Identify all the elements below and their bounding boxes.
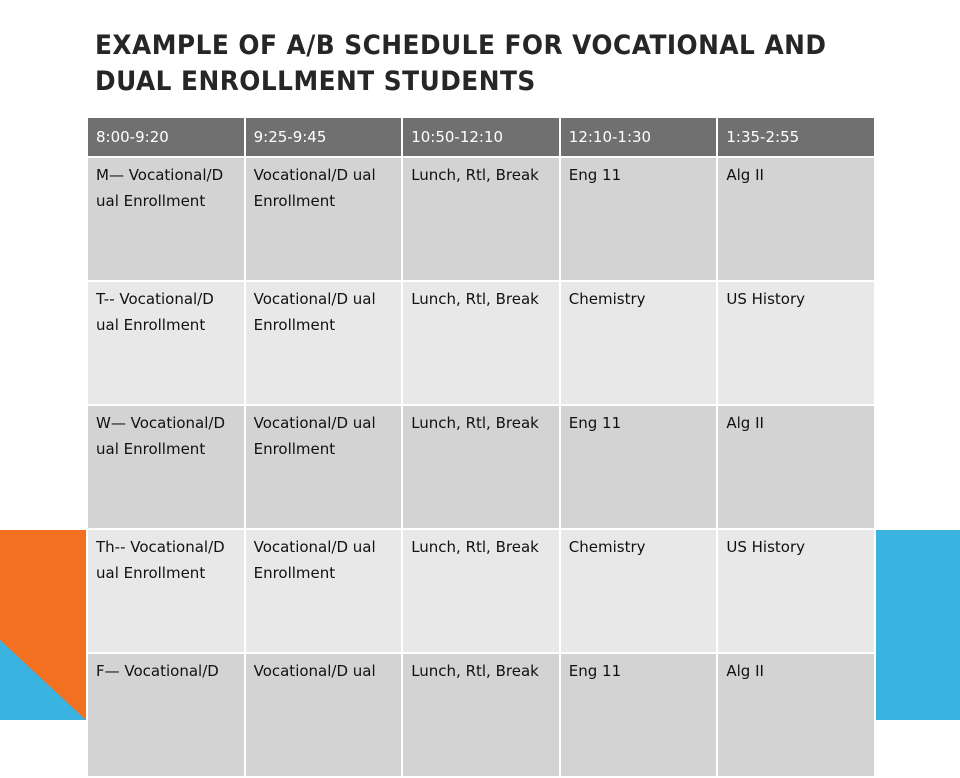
table-cell: W— Vocational/D ual Enrollment	[87, 405, 245, 529]
table-cell: Lunch, Rtl, Break	[402, 281, 560, 405]
header-cell: 12:10-1:30	[560, 117, 718, 157]
table-cell: Vocational/D ual Enrollment	[245, 529, 403, 653]
blue-accent-shape	[874, 530, 960, 720]
header-cell: 1:35-2:55	[717, 117, 875, 157]
table-cell: Vocational/D ual Enrollment	[245, 281, 403, 405]
table-cell: Eng 11	[560, 405, 718, 529]
table-row	[87, 529, 875, 653]
orange-accent-corner	[0, 640, 86, 720]
table-cell: F— Vocational/D	[87, 653, 245, 777]
slide-title: EXAMPLE OF A/B SCHEDULE FOR VOCATIONAL AND DUAL ENROLLMENT STUDENTS	[95, 30, 827, 97]
schedule-table	[86, 116, 876, 778]
header-cell: 8:00-9:20	[87, 117, 245, 157]
table-row	[87, 281, 875, 405]
table-cell: M— Vocational/D ual Enrollment	[87, 157, 245, 281]
header-cell: 9:25-9:45	[245, 117, 403, 157]
table-row	[87, 653, 875, 777]
table-cell: Eng 11	[560, 157, 718, 281]
table-cell: Alg II	[717, 405, 875, 529]
header-row	[87, 117, 875, 157]
table-cell: Vocational/D ual Enrollment	[245, 405, 403, 529]
table-cell: Alg II	[717, 653, 875, 777]
table-row	[87, 405, 875, 529]
table-cell: Eng 11	[560, 653, 718, 777]
header-cell: 10:50-12:10	[402, 117, 560, 157]
table-cell: Vocational/D ual Enrollment	[245, 157, 403, 281]
table-cell: Lunch, Rtl, Break	[402, 529, 560, 653]
table-cell: Chemistry	[560, 281, 718, 405]
table-cell: Alg II	[717, 157, 875, 281]
table-cell: Vocational/D ual	[245, 653, 403, 777]
table-cell: Lunch, Rtl, Break	[402, 157, 560, 281]
table-cell: US History	[717, 281, 875, 405]
table-row	[87, 157, 875, 281]
table-cell: T-- Vocational/D ual Enrollment	[87, 281, 245, 405]
table-cell: Lunch, Rtl, Break	[402, 405, 560, 529]
table-cell: Lunch, Rtl, Break	[402, 653, 560, 777]
table-cell: Th-- Vocational/D ual Enrollment	[87, 529, 245, 653]
table-cell: US History	[717, 529, 875, 653]
table-cell: Chemistry	[560, 529, 718, 653]
